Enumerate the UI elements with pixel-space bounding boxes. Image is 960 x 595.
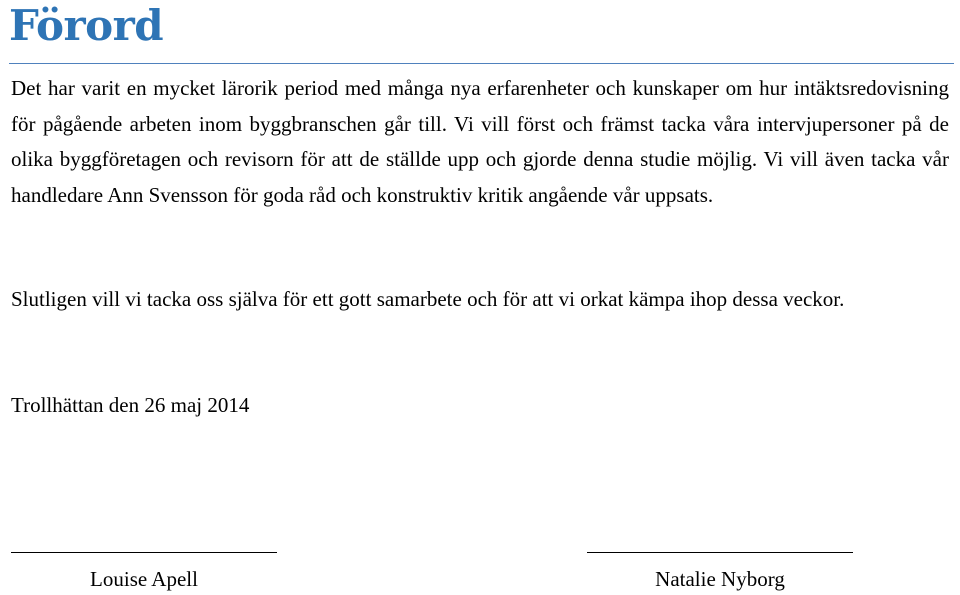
signature-name: Natalie Nyborg — [655, 567, 785, 591]
title-underline-divider — [9, 63, 954, 64]
paragraph-closing: Slutligen vill vi tacka oss själva för ett gott samarbete och för att vi orkat kämpa ihop dessa veckor. — [11, 287, 845, 311]
page-title: Förord — [9, 1, 164, 50]
signature-line — [587, 528, 853, 553]
paragraph-acknowledgements: Det har varit en mycket lärorik period med många nya erfarenheter och kunskaper om hur intäktsredovisning för pågående arbeten inom byggbranschen går till. Vi vill först och främst tacka våra intervjupersoner på de olika byggföretagen och revisorn för att de ställde upp och gjorde denna studie möjlig. Vi vill även tacka vår handledare Ann Svensson för goda råd och konstruktiv kritik angående vår uppsats. — [11, 76, 949, 207]
place-and-date: Trollhättan den 26 maj 2014 — [11, 393, 250, 417]
signature-line — [11, 528, 277, 553]
signature-block-left — [11, 528, 277, 592]
signature-block-right — [587, 528, 853, 592]
signature-name: Louise Apell — [90, 567, 198, 591]
